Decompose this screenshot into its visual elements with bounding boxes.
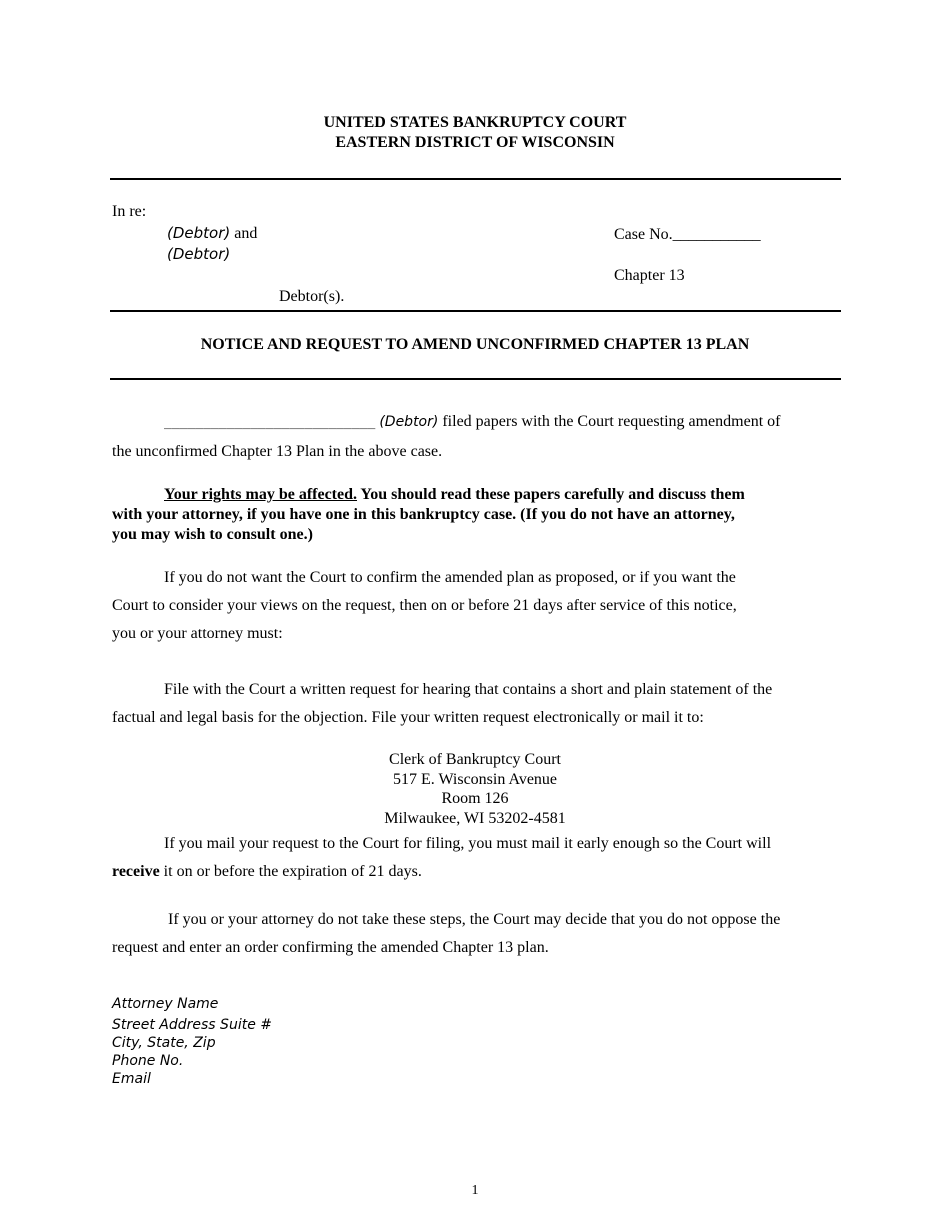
debtor-line-2 xyxy=(167,245,230,264)
mail-paragraph: If you mail your request to the Court for filing, you must mail it early enough so the Court will receive it on or before the expiration of 21 days. xyxy=(112,835,772,880)
filing-debtor-placeholder: (Debtor) xyxy=(379,414,439,430)
address-line: Clerk of Bankruptcy Court xyxy=(389,751,561,768)
page-number: 1 xyxy=(471,1183,479,1198)
attorney-email: Email xyxy=(112,1071,151,1087)
attorney-block xyxy=(112,995,272,1088)
and-text: and xyxy=(230,225,258,242)
address-line: Room 126 xyxy=(441,790,509,807)
caption-rule xyxy=(110,310,841,312)
objection-paragraph: If you do not want the Court to confirm the amended plan as proposed, or if you want the Court to consider your views on the request, then on or before 21 days after service of this notice, you or your attorney must: xyxy=(112,569,737,642)
attorney-phone: Phone No. xyxy=(112,1053,184,1069)
address-line: 517 E. Wisconsin Avenue xyxy=(392,770,558,788)
consequence-paragraph: If you or your attorney do not take these steps, the Court may decide that you do not oppose the request and enter an order confirming the amended Chapter 13 plan. xyxy=(112,911,781,956)
attorney-city: City, State, Zip xyxy=(112,1035,216,1051)
debtor-placeholder-2: (Debtor) xyxy=(167,245,231,263)
chapter-label: Chapter 13 xyxy=(614,267,685,284)
debtor-line-1 xyxy=(167,224,257,243)
rights-heading: Your rights may be affected. xyxy=(164,486,358,503)
in-re-label: In re: xyxy=(112,203,147,220)
clerk-address xyxy=(0,750,950,828)
file-request-paragraph: File with the Court a written request for hearing that contains a short and plain statement of the factual and legal basis for the objection. File your written request electronically or mail it to: xyxy=(112,681,773,726)
attorney-street: Street Address Suite # xyxy=(112,1017,272,1033)
court-name: UNITED STATES BANKRUPTCY COURT xyxy=(323,114,627,131)
debtor-name-blank: ___________________________ xyxy=(164,415,376,430)
case-number: Case No.___________ xyxy=(614,226,761,243)
attorney-name: Attorney Name xyxy=(112,996,219,1012)
rights-line-2: with your attorney, if you have one in this bankruptcy case. (If you do not have an attorney, xyxy=(112,506,735,523)
rights-line-3: you may wish to consult one.) xyxy=(112,526,313,543)
rights-line-1: Your rights may be affected. You should read these papers carefully and discuss them xyxy=(164,486,745,503)
top-rule xyxy=(110,178,841,180)
debtors-label: Debtor(s). xyxy=(279,288,345,305)
filing-text: filed papers with the Court requesting amendment of xyxy=(438,413,781,430)
document-title: NOTICE AND REQUEST TO AMEND UNCONFIRMED CHAPTER 13 PLAN xyxy=(200,336,750,353)
title-rule xyxy=(110,378,841,380)
court-district: EASTERN DISTRICT OF WISCONSIN xyxy=(335,134,615,151)
debtor-placeholder-1: (Debtor) xyxy=(167,224,231,242)
address-line: Milwaukee, WI 53202-4581 xyxy=(384,809,566,827)
filing-paragraph-line1 xyxy=(164,413,844,431)
rights-paragraph xyxy=(112,485,832,545)
filing-paragraph-line2: the unconfirmed Chapter 13 Plan in the above case. xyxy=(112,443,443,460)
receive-emphasis: receive xyxy=(112,863,160,880)
